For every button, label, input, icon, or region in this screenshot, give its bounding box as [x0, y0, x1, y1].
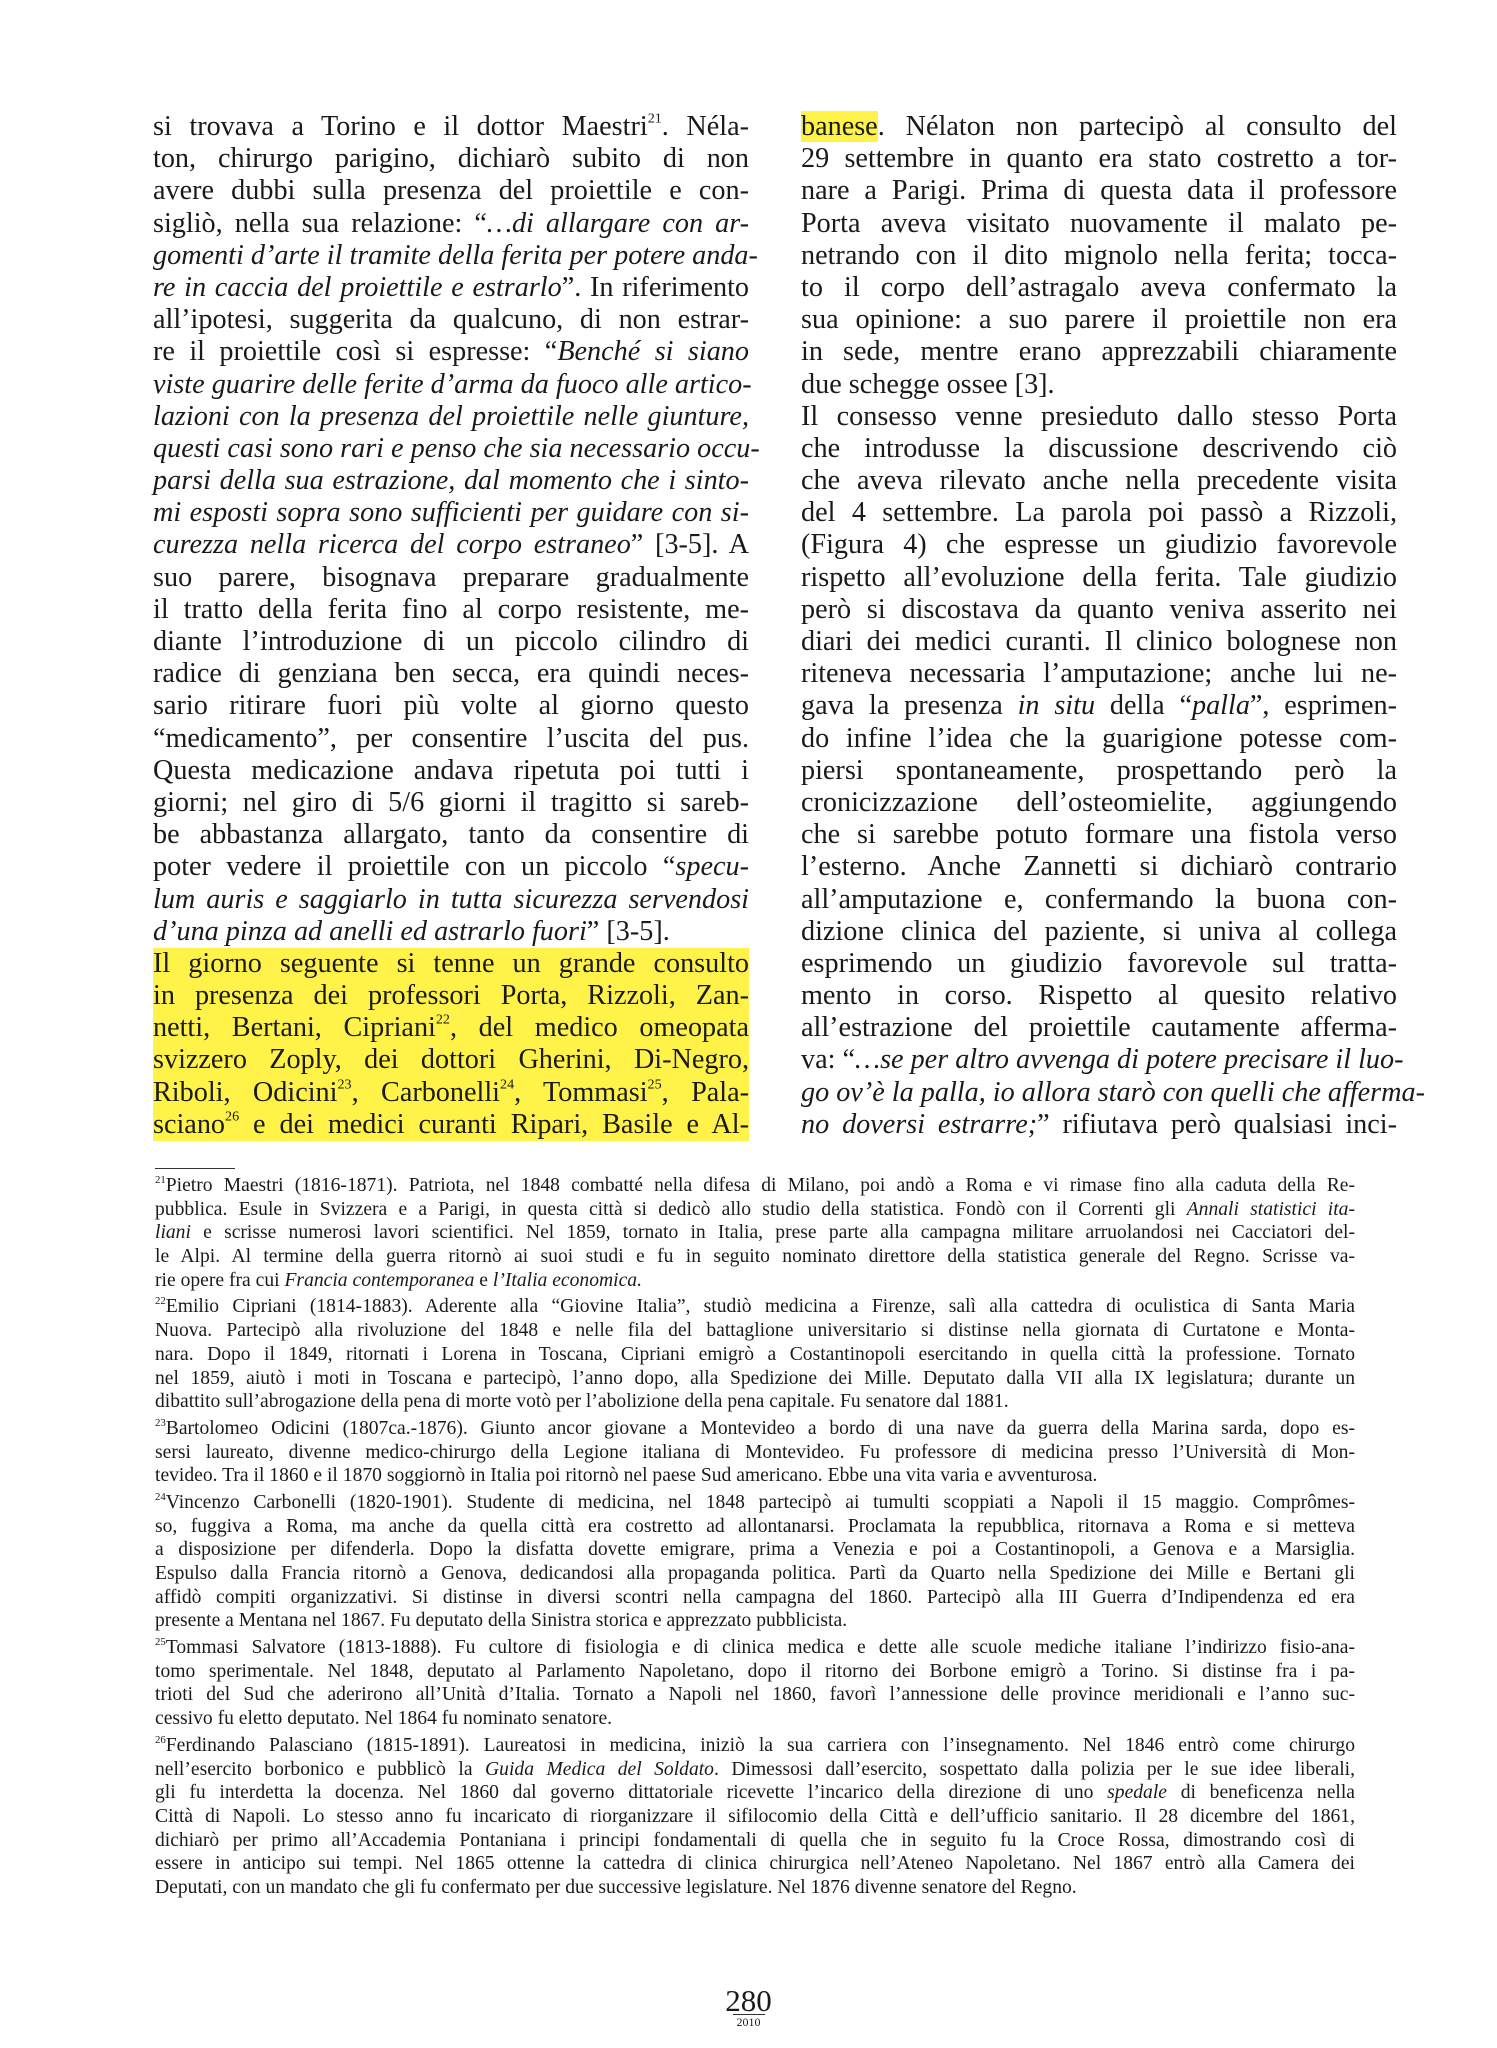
text-line: sigliò, nella sua relazione: “…di allargare con ar- — [153, 207, 749, 239]
footnote-line: so, fuggiva a Roma, ma anche da quella città era costretto ad allontanarsi. Proclamata la repubblica, ritornava a Roma e si metteva — [155, 1515, 1355, 1537]
text-line: che aveva rilevato anche nella precedente visita — [801, 465, 1397, 497]
text-line: l’esterno. Anche Zannetti si dichiarò contrario — [801, 851, 1397, 883]
text-line: netrando con il dito mignolo nella ferita; tocca- — [801, 239, 1397, 271]
footnote-line: nell’esercito borbonico e pubblicò la Guida Medica del Soldato. Dimessosi dall’esercito, sospettato dalla polizia per le sue idee liberali, — [155, 1758, 1355, 1780]
text-line: giorni; nel giro di 5/6 giorni il tragitto si sareb- — [153, 786, 749, 818]
text-line: (Figura 4) che espresse un giudizio favorevole — [801, 529, 1397, 561]
footnote-line: nara. Dopo il 1849, ritornati i Lorena in Toscana, Cipriani emigrò a Costantinopoli esercitando in quella città la professione. Tornato — [155, 1343, 1355, 1365]
footnote-line: Espulso dalla Francia ritornò a Genova, dedicandosi alla propaganda politica. Partì da Quarto nella Spedizione dei Mille e Bertani gli — [155, 1563, 1355, 1584]
footnote-line: rie opere fra cui Francia contemporanea e l’Italia economica. — [155, 1269, 642, 1291]
text-line: curezza nella ricerca del corpo estraneo” [3-5]. A — [153, 529, 749, 561]
footnote-25 — [155, 1636, 1355, 1731]
text-line: “medicamento”, per consentire l’uscita del pus. — [153, 722, 749, 754]
text-line: in sede, mentre erano apprezzabili chiaramente — [801, 336, 1397, 368]
text-line: rispetto all’evoluzione della ferita. Tale giudizio — [801, 561, 1397, 593]
text-line: radice di genziana ben secca, era quindi neces- — [153, 658, 749, 690]
text-line: all’ipotesi, suggerita da qualcuno, di non estrar- — [153, 304, 749, 336]
footnote-line: dichiarò per primo all’Accademia Pontaniana i principi fondamentali di quella che in seguito fu la Croce Rossa, dimostrando così di — [155, 1829, 1355, 1851]
footnote-line: cessivo fu eletto deputato. Nel 1864 fu nominato senatore. — [155, 1708, 613, 1730]
footnote-line: tevideo. Tra il 1860 e il 1870 soggiornò in Italia poi ritornò nel paese Sud americano. Ebbe una vita varia e avventurosa. — [155, 1465, 1098, 1487]
footnote-line: Città di Napoli. Lo stesso anno fu incaricato di riorganizzare il sifilocomio della Città e dell’ufficio sanitario. Il 28 dicembre del 1861, — [155, 1805, 1355, 1827]
text-line: esprimendo un giudizio favorevole sul tratta- — [801, 947, 1397, 979]
highlighted-line: netti, Bertani, Cipriani$^{22}$, del medico omeopata — [153, 1011, 749, 1044]
highlighted-line: svizzero Zoply, dei dottori Gherini, Di-Negro, — [153, 1044, 749, 1076]
text-line: re in caccia del proiettile e estrarlo”. In riferimento — [153, 271, 749, 303]
highlighted-line: sciano$^{26}$ e dei medici curanti Ripari, Basile e Al- — [153, 1108, 749, 1140]
text-line: d’una pinza ad anelli ed astrarlo fuori” [3-5]. — [153, 915, 670, 947]
text-line: no doversi estrarre;” rifiutava però qualsiasi inci- — [801, 1108, 1397, 1140]
text-line: va: “…se per altro avvenga di potere precisare il luo- — [801, 1044, 1404, 1076]
text-line: si trovava a Torino e il dottor Maestri$^{21}$. Néla- — [153, 110, 749, 142]
footnote-line: Nuova. Partecipò alla rivoluzione del 1848 e nelle fila del battaglione universitario si distinse nella giornata di Curtatone e Monta- — [155, 1320, 1355, 1342]
text-line: banese. Nélaton non partecipò al consulto del — [801, 111, 1397, 142]
footnote-line: affidò compiti organizzativi. Si distinse in diversi scontri nella campagna del 1860. Partecipò alla III Guerra d’Indipendenza ed era — [155, 1586, 1355, 1608]
text-line: avere dubbi sulla presenza del proiettile e con- — [153, 175, 749, 207]
text-line: ton, chirurgo parigino, dichiarò subito di non — [153, 143, 749, 175]
page-year: 2010 — [736, 2015, 761, 2029]
highlighted-word: banese — [801, 111, 878, 142]
text-line: go ov’è la palla, io allora starò con quelli che afferma- — [801, 1076, 1425, 1108]
right-column — [801, 111, 1425, 1141]
text-line: to il corpo dell’astragalo aveva confermato la — [801, 271, 1397, 303]
text-line: Il consesso venne presieduto dallo stesso Porta — [801, 400, 1397, 432]
text-line: questi casi sono rari e penso che sia necessario occu- — [153, 432, 760, 464]
text-line: il tratto della ferita fino al corpo resistente, me- — [153, 593, 749, 625]
text-line: sua opinione: a suo parere il proiettile non era — [801, 304, 1397, 336]
footnote-line: $^{25}$Tommasi Salvatore (1813-1888). Fu cultore di fisiologia e di clinica medica e dette alle scuole mediche italiane l’indirizzo fisio-ana- — [155, 1635, 1355, 1659]
footnote-line: $^{23}$Bartolomeo Odicini (1807ca.-1876). Giunto ancor giovane a Montevideo a bordo di una nave da guerra della Marina sarda, dopo es- — [155, 1416, 1355, 1439]
footnote-line: Deputati, con un mandato che gli fu confermato per due successive legislature. Nel 1876 divenne senatore del Regno. — [155, 1876, 1077, 1898]
footnote-line: liani e scrisse numerosi lavori scientifici. Nel 1859, tornato in Italia, prese parte alla campagna militare arruolandosi nei Cacciatori del- — [155, 1222, 1355, 1244]
footnote-line: a disposizione per difenderla. Dopo la disfatta dovette emigrare, prima a Venezia e poi a Costantinopoli, a Genova e a Marsiglia. — [155, 1539, 1355, 1561]
text-line: 29 settembre in quanto era stato costretto a tor- — [801, 143, 1397, 175]
text-line: parsi della sua estrazione, dal momento che i sinto- — [153, 465, 749, 497]
text-line: piersi spontaneamente, prospettando però la — [801, 754, 1397, 786]
page-number: 280 — [725, 1983, 772, 2018]
text-line: Questa medicazione andava ripetuta poi tutti i — [153, 754, 749, 786]
footnote-line: pubblica. Esule in Svizzera e a Parigi, in questa città si dedicò allo studio della statistica. Fondò con il Correnti gli Annali statistici ita- — [155, 1198, 1355, 1220]
text-line: diari dei medici curanti. Il clinico bolognese non — [801, 626, 1397, 657]
text-line: riteneva necessaria l’amputazione; anche lui ne- — [801, 658, 1397, 690]
footnote-26 — [155, 1734, 1355, 1900]
highlighted-line: Riboli, Odicini$^{23}$, Carbonelli$^{24}$, Tommasi$^{25}$, Pala- — [153, 1075, 749, 1108]
footnote-line: $^{22}$Emilio Cipriani (1814-1883). Aderente alla “Giovine Italia”, studiò medicina a Firenze, salì alla cattedra di oculistica di Santa Maria — [155, 1295, 1355, 1318]
text-line: mi esposti sopra sono sufficienti per guidare con si- — [153, 497, 749, 529]
text-line: gava la presenza in situ della “palla”, esprimen- — [801, 690, 1397, 722]
footnote-line: sersi laureato, divenne medico-chirurgo della Legione italiana di Montevideo. Fu professore di medicina presso l’Università di Mon- — [155, 1441, 1355, 1463]
footnote-line: $^{24}$Vincenzo Carbonelli (1820-1901). Studente di medicina, nel 1848 partecipò ai tumulti scoppiati a Napoli il 15 maggio. Comprômes- — [155, 1490, 1355, 1513]
footnote-line: gli fu interdetta la docenza. Nel 1860 dal governo dittatoriale ricevette l’incarico della direzione di uno spedale di beneficenza nella — [155, 1782, 1355, 1804]
text-line: del 4 settembre. La parola poi passò a Rizzoli, — [801, 497, 1397, 529]
text-line: do infine l’idea che la guarigione potesse com- — [801, 722, 1397, 754]
footnotes — [155, 1174, 1355, 1903]
text-line: dizione clinica del paziente, si univa al collega — [801, 915, 1397, 947]
footnote-line: dibattito sull’abrogazione della pena di morte votò per l’abolizione della pena capitale. Fu senatore dal 1881. — [155, 1391, 1009, 1413]
text-line: re il proiettile così si espresse: “Benché si siano — [153, 336, 749, 368]
footnote-line: $^{21}$Pietro Maestri (1816-1871). Patriota, nel 1848 combatté nella difesa di Milano, poi andò a Roma e vi rimase fino alla caduta della Re- — [155, 1173, 1355, 1196]
footnote-line: le Alpi. Al termine della guerra ritornò ai suoi studi e fu in seguito nominato direttore della statistica generale del Regno. Scrisse va- — [155, 1246, 1355, 1268]
footnote-separator — [155, 1168, 235, 1169]
highlighted-line: Il giorno seguente si tenne un grande consulto — [153, 947, 749, 979]
text-line: suo parere, bisognava preparare gradualmente — [153, 561, 749, 593]
footnote-24 — [155, 1491, 1355, 1633]
text-line: però si discostava da quanto veniva asserito nei — [801, 593, 1397, 625]
text-line: be abbastanza allargato, tanto da consentire di — [153, 819, 749, 851]
footnote-line: tomo sperimentale. Nel 1848, deputato al Parlamento Napoletano, dopo il ritorno dei Borbone emigrò a Torino. Si distinse fra i pa- — [155, 1660, 1355, 1682]
text-line: mento in corso. Rispetto al quesito relativo — [801, 980, 1397, 1012]
text-line: all’estrazione del proiettile cautamente afferma- — [801, 1012, 1397, 1044]
footnote-23 — [155, 1417, 1355, 1488]
highlighted-line: in presenza dei professori Porta, Rizzoli, Zan- — [153, 980, 749, 1012]
footnote-line: nel 1859, aiutò i moti in Toscana e partecipò, l’anno dopo, alla Spedizione dei Mille. Deputato dalla VII alla IX legislatura; durante un — [155, 1367, 1355, 1389]
text-line: sario ritirare fuori più volte al giorno questo — [153, 690, 749, 722]
text-line: viste guarire delle ferite d’arma da fuoco alle artico- — [153, 368, 752, 400]
text-line: lum auris e saggiarlo in tutta sicurezza servendosi — [153, 883, 749, 915]
text-line: diante l’introduzione di un piccolo cilindro di — [153, 626, 749, 657]
text-line: gomenti d’arte il tramite della ferita per potere anda- — [153, 239, 758, 271]
text-line: cronicizzazione dell’osteomielite, aggiungendo — [801, 786, 1397, 818]
text-line: che si sarebbe potuto formare una fistola verso — [801, 819, 1397, 851]
footnote-22 — [155, 1295, 1355, 1413]
text-line: due schegge ossee [3]. — [801, 368, 1055, 400]
left-column — [153, 110, 760, 1141]
footnote-line: trioti del Sud che aderirono all’Unità d’Italia. Tornato a Napoli nel 1860, favorì l’annessione delle province meridionali e l’anno suc- — [155, 1684, 1355, 1706]
footnote-21 — [155, 1174, 1355, 1292]
text-line: poter vedere il proiettile con un piccolo “specu- — [153, 851, 749, 883]
text-line: nare a Parigi. Prima di questa data il professore — [801, 175, 1397, 207]
text-line: lazioni con la presenza del proiettile nelle giunture, — [153, 400, 749, 432]
footnote-line: presente a Mentana nel 1867. Fu deputato della Sinistra storica e apprezzato pubblicista. — [155, 1610, 848, 1632]
text-line: che introdusse la discussione descrivendo ciò — [801, 432, 1397, 464]
footnote-line: $^{26}$Ferdinando Palasciano (1815-1891). Laureatosi in medicina, iniziò la sua carriera con l’insegnamento. Nel 1846 entrò come chirurgo — [155, 1733, 1355, 1756]
text-line: all’amputazione e, confermando la buona con- — [801, 883, 1397, 915]
footnote-line: essere in anticipo sui tempi. Nel 1865 ottenne la cattedra di clinica chirurgica nell’Ateneo Napoletano. Nel 1867 entrò alla Camera dei — [155, 1853, 1355, 1875]
text-line: Porta aveva visitato nuovamente il malato pe- — [801, 207, 1397, 239]
